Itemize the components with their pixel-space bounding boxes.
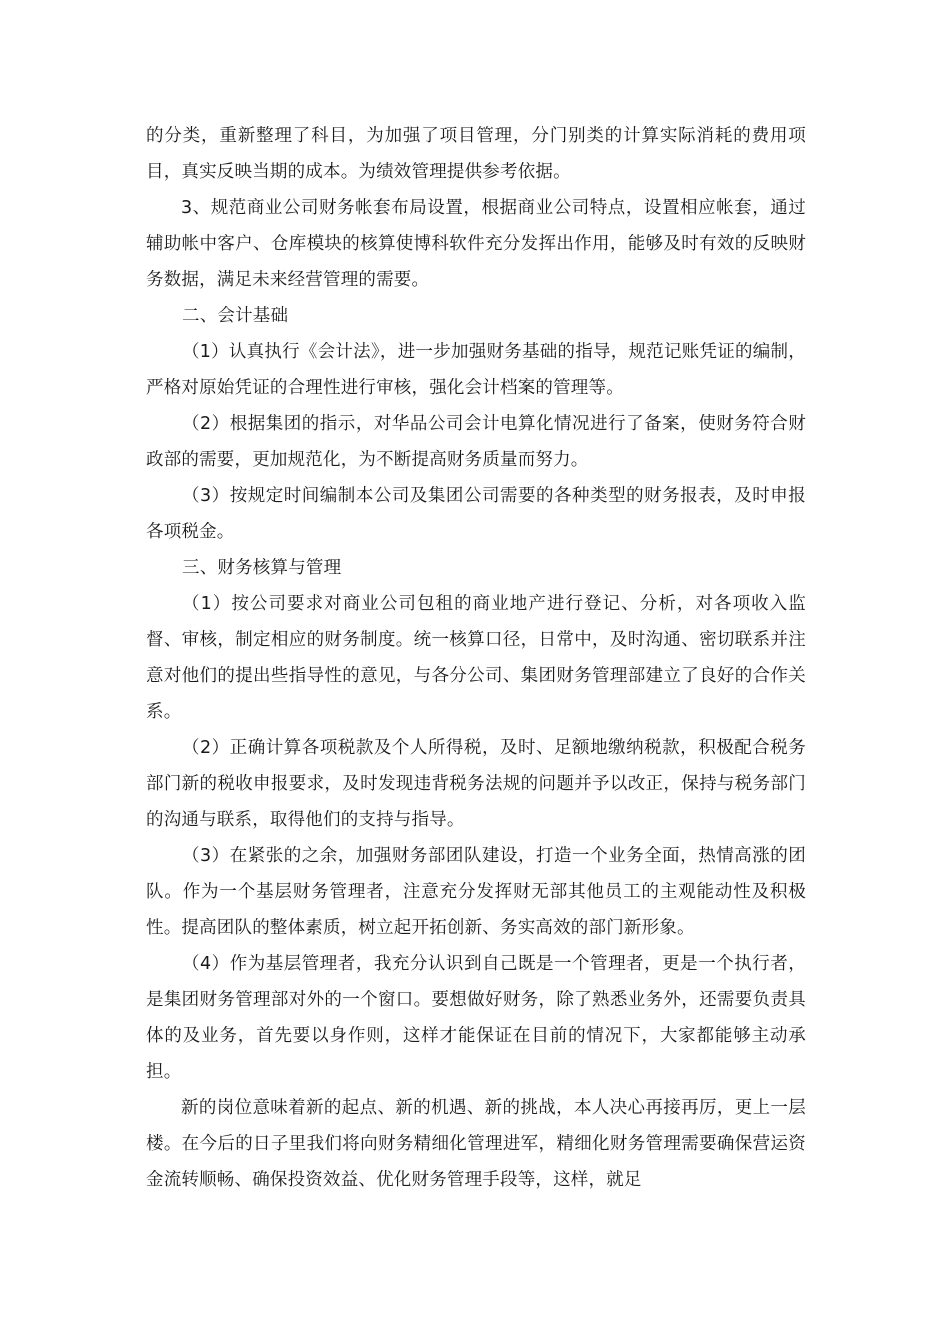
paragraph-management-1: （1）按公司要求对商业公司包租的商业地产进行登记、分析，对各项收入监督、审核，制定相应的财务制度。统一核算口径，日常中，及时沟通、密切联系并注意对他们的提出些指导性的意见，与各分公司、集团财务管理部建立了良好的合作关系。 <box>146 594 806 722</box>
paragraph-basics-2: （2）根据集团的指示，对华品公司会计电算化情况进行了备案，使财务符合财政部的需要，更加规范化，为不断提高财务质量而努力。 <box>146 414 806 470</box>
paragraph-management-2: （2）正确计算各项税款及个人所得税，及时、足额地缴纳税款，积极配合税务部门新的税收申报要求，及时发现违背税务法规的问题并予以改正，保持与税务部门的沟通与联系，取得他们的支持与指导。 <box>146 738 806 830</box>
paragraph-closing: 新的岗位意味着新的起点、新的机遇、新的挑战，本人决心再接再厉，更上一层楼。在今后的日子里我们将向财务精细化管理进军，精细化财务管理需要确保营运资金流转顺畅、确保投资效益、优化财务管理手段等，这样，就足 <box>146 1098 806 1190</box>
paragraph-continuation: 的分类，重新整理了科目，为加强了项目管理，分门别类的计算实际消耗的费用项目，真实反映当期的成本。为绩效管理提供参考依据。 <box>146 126 806 182</box>
document-body <box>146 118 806 1198</box>
paragraph-management-4: （4）作为基层管理者，我充分认识到自己既是一个管理者，更是一个执行者，是集团财务管理部对外的一个窗口。要想做好财务，除了熟悉业务外，还需要负责具体的及业务，首先要以身作则，这样才能保证在目前的情况下，大家都能够主动承担。 <box>146 954 806 1082</box>
paragraph-basics-1: （1）认真执行《会计法》，进一步加强财务基础的指导，规范记账凭证的编制，严格对原始凭证的合理性进行审核，强化会计档案的管理等。 <box>146 342 806 398</box>
section-heading-accounting-basics: 二、会计基础 <box>182 306 289 326</box>
section-heading-accounting-management: 三、财务核算与管理 <box>182 558 342 578</box>
paragraph-item-3: 3、规范商业公司财务帐套布局设置，根据商业公司特点，设置相应帐套，通过辅助帐中客户、仓库模块的核算使博科软件充分发挥出作用，能够及时有效的反映财务数据，满足未来经营管理的需要。 <box>146 198 806 290</box>
paragraph-management-3: （3）在紧张的之余，加强财务部团队建设，打造一个业务全面，热情高涨的团队。作为一个基层财务管理者，注意充分发挥财无部其他员工的主观能动性及积极性。提高团队的整体素质，树立起开拓创新、务实高效的部门新形象。 <box>146 846 806 938</box>
paragraph-basics-3: （3）按规定时间编制本公司及集团公司需要的各种类型的财务报表，及时申报各项税金。 <box>146 486 806 542</box>
